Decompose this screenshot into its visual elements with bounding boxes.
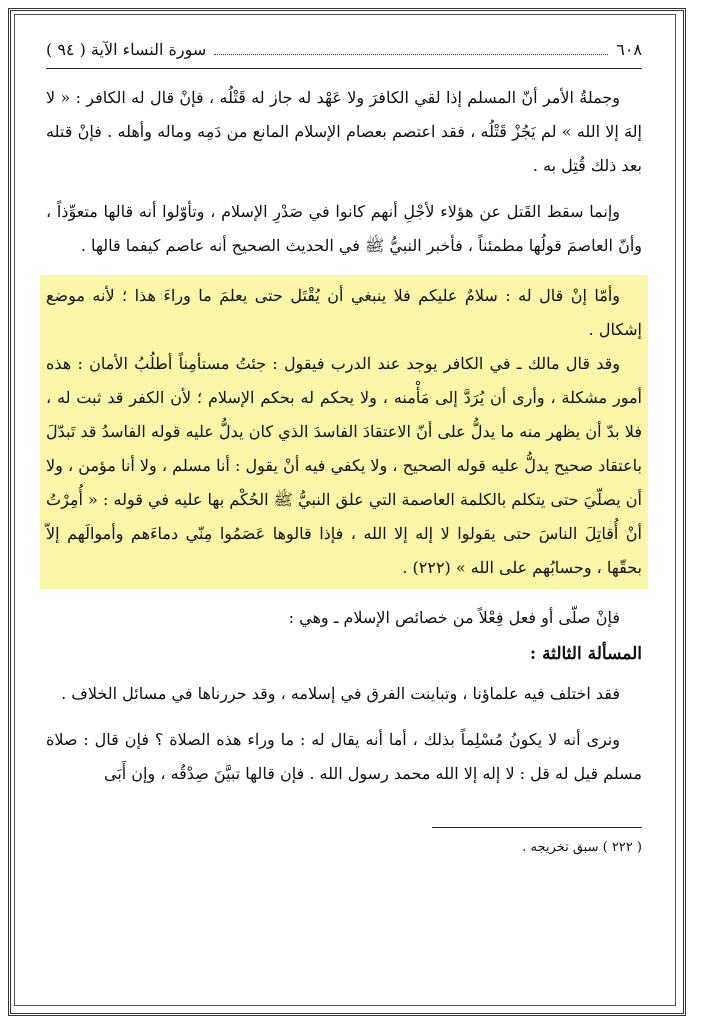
paragraph-3: وأمّا إنْ قال له : سلامٌ عليكم فلا ينبغي أن يُقْتَل حتى يعلمَ ما وراءَ هذا ؛ لأنه موضع إشكال . <box>46 286 642 339</box>
header-dot-leader <box>214 54 608 55</box>
running-header <box>46 38 642 62</box>
footnote: ( ٢٢٢ ) سبق تخريجه . <box>522 840 642 855</box>
page-number: ٦٠٨ <box>616 40 642 59</box>
footnote-rule <box>432 827 642 828</box>
page-content <box>46 38 642 998</box>
surah-reference: سورة النساء الآية ( ٩٤ ) <box>46 40 207 59</box>
paragraph-4: وقد قال مالك ـ في الكافر يوجد عند الدرب فيقول : جئتُ مستأمِناً أطلُبُ الأمان : هذه أمور مشكلة ، وأرى أن يُرَدَّ إلى مَأْمنه ، ولا يحكم له بحكم الإسلام ؛ لأن الكفر قد ثبت له ، فلا بدّ أن يظهر منه ما يدلُّ على أنّ الاعتقادَ الفاسدَ الذي كان يدلُّ عليه قوله الفاسدُ قد تَبدّلَ باعتقاد صحيح يدلُّ عليه قوله الصحيح ، ولا يكفي فيه أنْ يقول : أنا مسلم ، ولا أنا مؤمن ، ولا أن يصلّيَ حتى يتكلم بالكلمة العاصمة التي علق النبيُّ ﷺ الحُكْم بها عليه في قوله : « أُمِرْتُ أنْ أُقاتِلَ الناسَ حتى يقولوا لا إله إلا الله ، فإذا قالوها عَصَمُوا مِنّي دماءَهم وأموالَهم إلاّ بحقّها ، وحسابُهم على الله » (٢٢٢) . <box>46 354 643 577</box>
spacer <box>46 711 642 723</box>
spacer <box>46 69 642 81</box>
section-heading: المسألة الثالثة : <box>529 644 642 664</box>
highlighted-passage <box>40 275 648 589</box>
paragraph-1: وجملةُ الأمر أنّ المسلم إذا لقي الكافرَ ولا عَهْد له جاز له قَتْلُه ، فإنْ قال له الكافر : « لا إلهَ إلا الله » لم يَجُزْ قَتْلُه ، فقد اعتصم بعصام الإسلام المانع من دَمِه وماله وأهله . فإنْ قتله بعد ذلك قُتِل به . <box>46 88 642 175</box>
paragraph-2: وإنما سقط القَتل عن هؤلاء لأجْلِ أنهم كانوا في صَدْرِ الإسلام ، وتأوّلوا أنه قالها متعوِّذاً ، وأنّ العاصمَ قولُها مطمئناً ، فأخبر النبيُّ ﷺ في الحديث الصحيح أنه عاصم كيفما قالها . <box>46 202 642 255</box>
paragraph-7: ونرى أنه لا يكونُ مُسْلِماً بذلك ، أما أنه يقال له : ما وراء هذه الصلاة ؟ فإن قال : صلاة مسلم قيل له قل : لا إله إلا الله محمد رسول الله . فإن قالها تبيَّنَ صِدْقُه ، وإن أَبَى <box>46 730 642 783</box>
paragraph-5: فإنْ صلّى أو فعل فِعْلاً من خصائص الإسلام ـ وهي : <box>288 608 620 627</box>
spacer <box>46 589 642 601</box>
paragraph-6: فقد اختلف فيه علماؤنا ، وتباينت الفرق في إسلامه ، وقد حررناها في مسائل الخلاف . <box>61 684 620 703</box>
spacer <box>46 263 642 275</box>
spacer <box>46 183 642 195</box>
